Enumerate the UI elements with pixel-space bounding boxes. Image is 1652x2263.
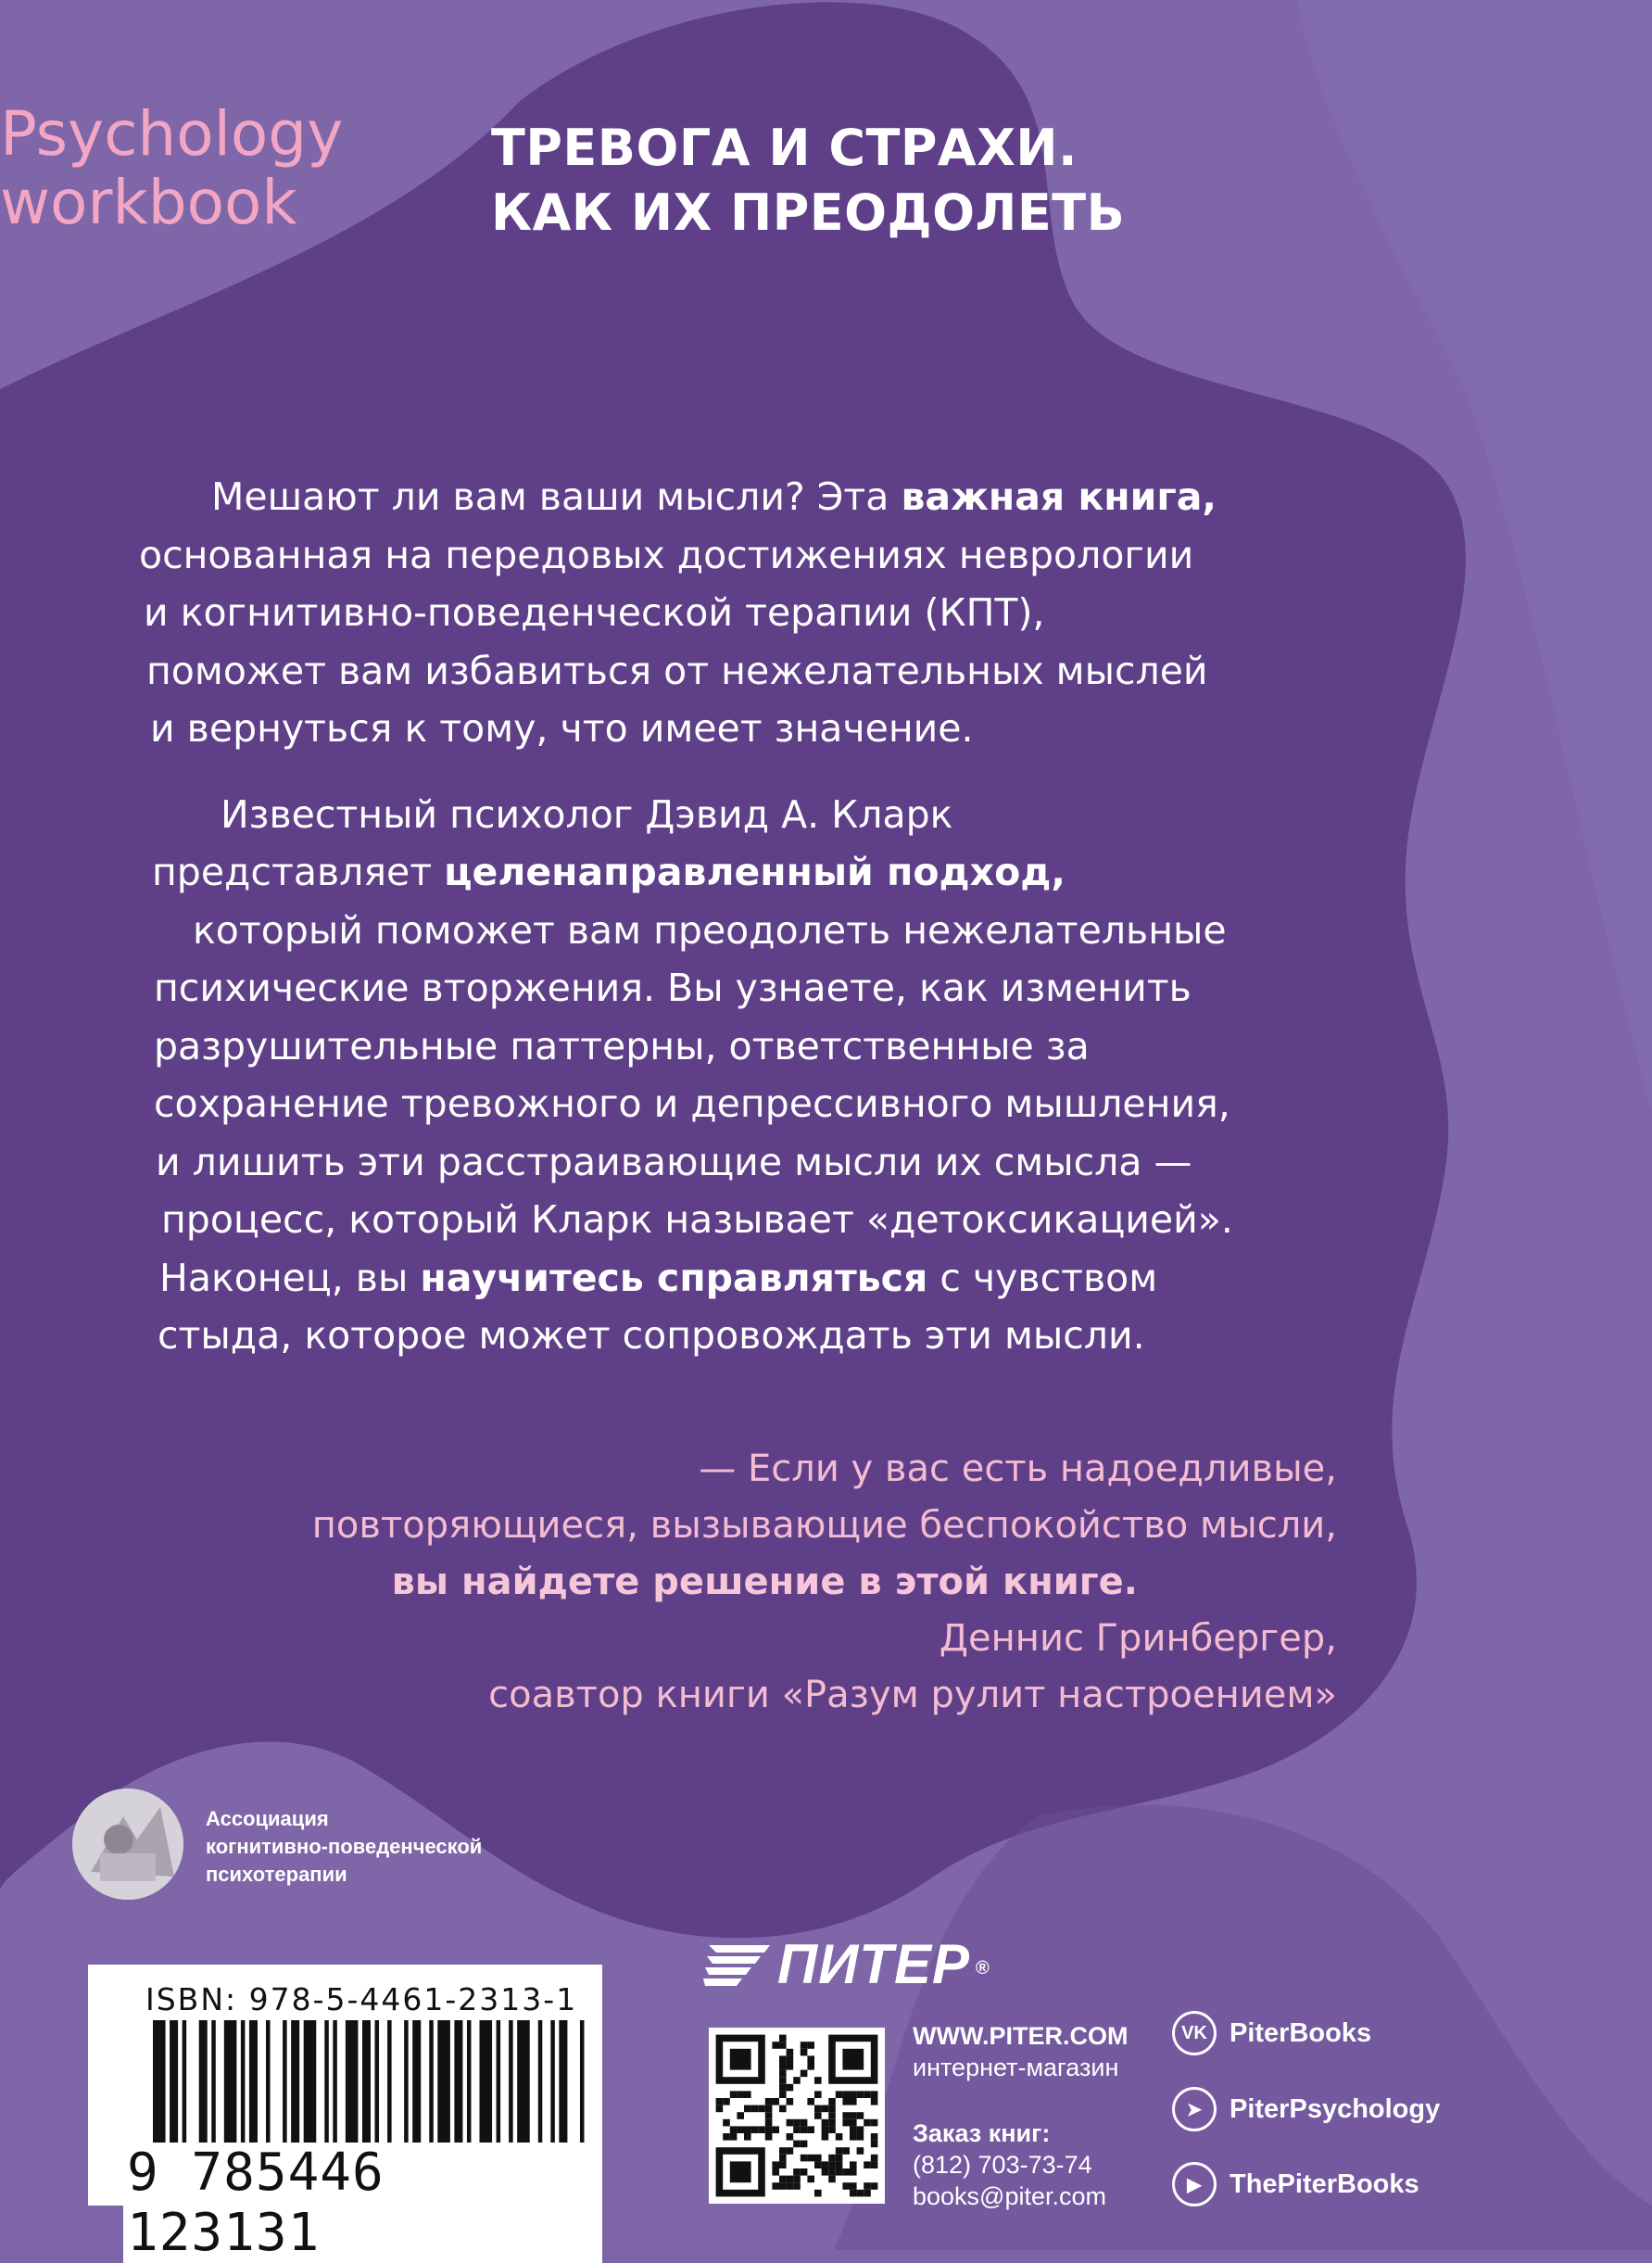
p2-line-9-text: Наконец, вы [159, 1255, 421, 1300]
quote-author: Деннис Гринбергер, [939, 1617, 1337, 1660]
social-telegram-label: PiterPsychology [1230, 2093, 1441, 2124]
p2-line-9 [139, 1249, 1436, 1308]
social-youtube[interactable] [1172, 2162, 1419, 2206]
p2-line-9-bold: научитесь справляться [420, 1255, 928, 1300]
site-link[interactable]: WWW.PITER.COM [913, 2022, 1129, 2050]
association-logo [72, 1789, 183, 1900]
order-label: Заказ книг: [913, 2119, 1051, 2147]
book-description [139, 468, 1436, 1365]
association-line-3: психотерапии [206, 1863, 347, 1886]
social-vk-label: PiterBooks [1230, 2017, 1372, 2048]
social-telegram[interactable] [1172, 2087, 1440, 2131]
publisher-site [913, 2020, 1128, 2083]
association-logo-image [72, 1789, 183, 1900]
p2-line-3: который поможет вам преодолеть нежелательные [193, 907, 1227, 953]
association-line-1: Ассоциация [206, 1807, 329, 1830]
association-line-2: когнитивно-поведенческой [206, 1835, 483, 1858]
isbn-text: ISBN: 978-5-4461-2313-1 [145, 1981, 578, 2017]
telegram-icon: ➤ [1172, 2087, 1217, 2131]
order-phone[interactable]: (812) 703-73-74 [913, 2151, 1092, 2179]
series-line-2: workbook [0, 167, 297, 238]
p1-line-1 [139, 468, 1436, 526]
site-description: интернет-магазин [913, 2054, 1119, 2081]
association-name [206, 1805, 482, 1889]
review-quote [132, 1441, 1337, 1724]
book-title [491, 116, 1125, 246]
barcode-number: 9 785446 123131 [123, 2143, 602, 2263]
p1-line-5: и вернуться к тому, что имеет значение. [150, 706, 974, 751]
social-vk[interactable] [1172, 2011, 1371, 2055]
p2-line-2-bold: целенаправленный подход, [444, 850, 1066, 894]
barcode-block [88, 1965, 602, 2263]
publisher-logo: ПИТЕР ® [700, 1932, 990, 1997]
p2-line-8: процесс, который Кларк называет «детоксикацией». [161, 1197, 1233, 1242]
p2-line-1: Известный психолог Дэвид А. Кларк [221, 791, 953, 837]
p2-line-2 [139, 843, 1436, 902]
title-line-1: ТРЕВОГА И СТРАХИ. [491, 119, 1078, 177]
quote-line-2: повторяющиеся, вызывающие беспокойство мысли, [311, 1504, 1337, 1547]
quote-line-3 [132, 1554, 1337, 1611]
order-email[interactable]: books@piter.com [913, 2182, 1106, 2210]
quote-line-1: — Если у вас есть надоедливые, [699, 1448, 1337, 1490]
p2-line-2-text: представляет [152, 850, 445, 894]
publisher-logo-mark [700, 1941, 772, 1988]
p2-line-7: и лишить эти расстраивающие мысли их смысла — [156, 1139, 1192, 1184]
p2-line-9-tail: с чувством [927, 1255, 1158, 1300]
p1-line-1-text: Мешают ли вам ваши мысли? Эта [211, 474, 902, 519]
p2-line-10: стыда, которое может сопровождать эти мысли. [158, 1313, 1145, 1358]
title-line-2: КАК ИХ ПРЕОДОЛЕТЬ [491, 183, 1126, 242]
p1-line-2: основанная на передовых достижениях неврологии [139, 532, 1194, 577]
publisher-logo-text: ПИТЕР [777, 1933, 970, 1995]
barcode-bars [153, 2020, 588, 2159]
p1-line-1-bold: важная книга, [901, 474, 1217, 519]
p2-line-5: разрушительные паттерны, ответственные за [154, 1023, 1090, 1068]
youtube-icon: ▶ [1172, 2162, 1217, 2206]
p2-line-6: сохранение тревожного и депрессивного мышления, [154, 1081, 1230, 1126]
series-label [0, 100, 343, 237]
p2-line-4: психические вторжения. Вы узнаете, как изменить [154, 966, 1192, 1010]
order-info [913, 2118, 1106, 2212]
social-youtube-label: ThePiterBooks [1230, 2168, 1419, 2199]
p1-line-3: и когнитивно-поведенческой терапии (КПТ), [144, 590, 1045, 635]
series-line-1: Psychology [0, 98, 344, 170]
p1-line-4: поможет вам избавиться от нежелательных мыслей [146, 648, 1208, 693]
qr-code[interactable] [709, 2028, 885, 2204]
vk-icon: VK [1172, 2011, 1217, 2055]
quote-author-role: соавтор книги «Разум рулит настроением» [488, 1674, 1337, 1716]
quote-line-3-bold: вы найдете решение в этой книге. [391, 1561, 1138, 1603]
